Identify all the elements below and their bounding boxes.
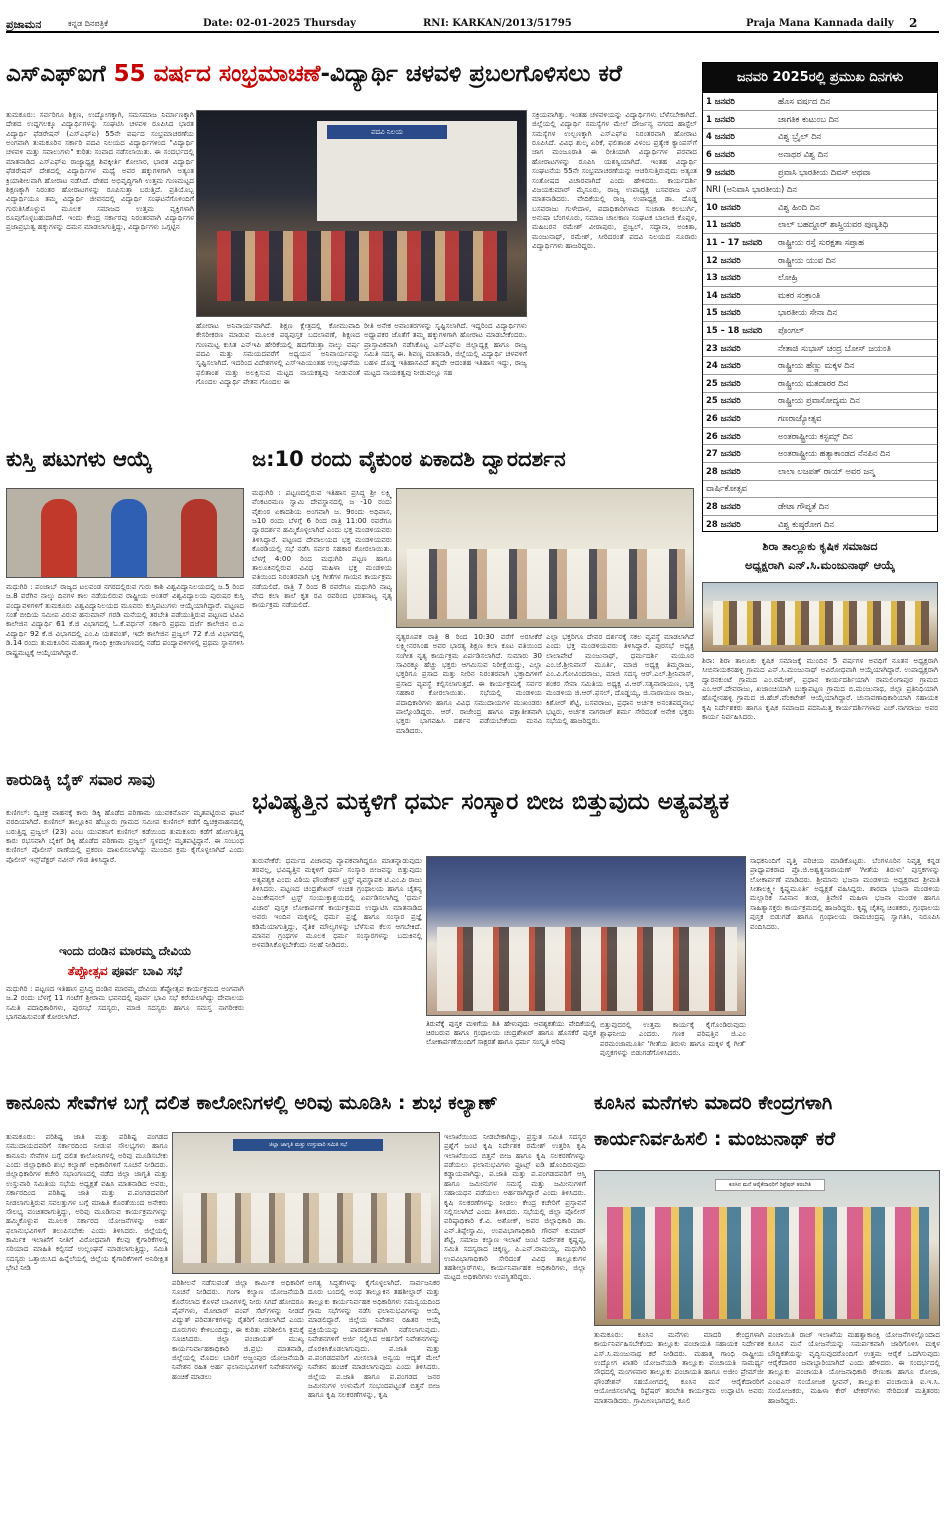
kitchen-photo [594,1170,940,1326]
maramma-body: ಮಧುಗಿರಿ : ಪಟ್ಟಣದ ಇತಿಹಾಸ ಪ್ರಸಿದ್ಧ ದಂಡಿನ ಮಾರಮ್ಮ ದೇವಿಯ ತೆಪ್ಪೋತ್ಸವ ಕಾರ್ಯಕ್ರಮದ ಅಂಗವಾಗಿ ಜ.2 ರಂದು ಬೆಳಗ್ಗೆ 11 ಗಂಟೆಗೆ ಶ್ರೀರಾಮ ಭವನದಲ್ಲಿ ಪೂರ್ವ ಭಾವಿ ಸಭೆ ಕರೆಯಲಾಗಿದ್ದು ದೇವಾಲಯ ಸಮಿತಿ ಪದಾಧಿಕಾರಿಗಳು, ಪುರಸಭೆ ಸದಸ್ಯರು, ಮಾಜಿ ಸದಸ್ಯರು ಹಾಗೂ ಸಮಸ್ತ ನಾಗರೀಕರು ಭಾಗವಹಿಸುವಂತೆ ಕೋರಲಾಗಿದೆ. [6,984,244,1022]
key-date-event: ಪ್ರವಾಸಿ ಭಾರತೀಯ ದಿವಸ್ ಅಥವಾ [775,163,937,181]
paper-name: Praja Mana Kannada daily [746,18,894,29]
key-date-day: 28 ಜನವರಿ [703,515,775,532]
key-dates-table [703,93,937,532]
wrestlers-photo [6,488,244,578]
law-col2: ಪರಿಶೀಲನೆ ನಡೆಸುವಂತೆ ಜಿಲ್ಲಾ ಕಾರ್ಮಿಕ ಅಧಿಕಾರಿಗೆ ಸೂಚನೆ ನೀಡಿದರು. ಗಂಗಾ ಕಲ್ಯಾಣ ಯೋಜನೆಯಡಿ ಕೊರೆಸಲಾದ ಕೊಳವೆ ಬಾವಿಗಳಲ್ಲಿ ನೀರು ಸಿಗದೆ ಹೋದರೂ ಪೈಪ್‌ಗಳು, ಮೋಟಾರ್ ಪಂಪ್ ಸೆಟ್‌ಗಳನ್ನು ನೀಡದೆ ವಿದ್ಯುತ್ ಪರಿವರ್ತಕಗಳನ್ನು ರೈತರಿಗೆ ನೀಡಲಾಗಿದೆ ಎಂದು ದೂರುಗಳು ಕೇಳಿಬಂದಿದ್ದು, ಈ ಕುರಿತು ಪರಿಶೀಲಿಸಿ ಕ್ರಮಕ್ಕೆ ಸೂಚಿಸಿದರು. ಜಿಲ್ಲಾ ಪಂಚಾಯತ್ ಮುಖ್ಯ ಕಾರ್ಯನಿರ್ವಾಹಕಾಧಿಕಾರಿ ಜಿ.ಪ್ರಭು ಮಾತನಾಡಿ, ಜಿಲ್ಲೆಯಲ್ಲಿ ಮೊದಲ ಬಾರಿಗೆ ಅಜ್ಜಂಪುರ ಯೋಜನೆಯಡಿ ನಿವೇಶನ ರಹಿತ ಅರ್ಹ ಫಲಾನುಭವಿಗಳಿಗೆ ನಿವೇಶನಗಳನ್ನು ಹಂಚಿಕೆ ಮಾಡಲು [172,1278,304,1381]
kitchen-col2: ಪಂಚಾಯಿತಿ ರಾಜ್ ಇಲಾಖೆಯ ಮಹತ್ವಾಕಾಂಕ್ಷಿ ಯೋಜನೆಗಳಲ್ಲೊಂದಾದ ಕೂಸಿನ ಮನೆ ಯೋಜನೆಯನ್ನು ಸಮರ್ಪಕವಾಗಿ ಜಾರಿಗೊಳಿಸಿ ಮಕ್ಕಳ ಬೌದ್ಧಿಕತೆಯನ್ನು ವೃದ್ಧಿಸುವುದರೊಂದಿಗೆ ಉತ್ತಮ ಆರೈಕೆ ಒದಗಿಸುವುದು ಆರೈಕೆದಾರರ ಜವಾಬ್ದಾರಿಯಾಗಿದೆ ಎಂದು ಹೇಳಿದರು. ಈ ಸಂದರ್ಭದಲ್ಲಿ ತಾಲ್ಲೂಕು ಪಂಚಾಯತಿ ಯೋಜನಾಧಿಕಾರಿ ರೇಣುಕಾ ಹಾಗೂ ರೋಜಾ, ಎಂಐಎಸ್ ಸಂಯೋಜಕ ಸ್ಟೀವನ್, ತಾಲ್ಲೂಕು ಪಂಚಾಯಿತಿ ಐ.ಇ.ಸಿ. ಸಂಯೋಜಕರು, ಮಹಿಳಾ ಕೇರ್ ಟೇಕರ್‌ಗಳು ಸೇರಿದಂತೆ ಮತ್ತಿತರರು ಹಾಜರಿದ್ದರು. [768,1330,940,1405]
key-date-day: 9 ಜನವರಿ [703,163,775,181]
key-date-day: 11 ಜನವರಿ [703,216,775,234]
key-dates-title: ಜನವರಿ 2025ರಲ್ಲಿ ಪ್ರಮುಖ ದಿನಗಳು [703,63,937,93]
key-date-row [703,357,937,375]
vaikunta-photo [396,488,694,628]
key-date-row [703,93,937,111]
key-date-day: 12 ಜನವರಿ [703,251,775,269]
key-date-day: 15 ಜನವರಿ [703,304,775,322]
law-col4: ಇಲಾಖೆಯಿಂದ ನೀಡಬೇಕಾಗಿದ್ದು, ಪ್ರಸ್ತುತ ಸಮಿತಿ ಸದಸ್ಯರ ಪ್ರಶ್ನೆಗೆ ಜಂಟಿ ಕೃಷಿ ನಿರ್ದೇಶಕ ರಮೇಶ್ ಉತ್ತರಿಸಿ ಕೃಷಿ ಇಲಾಖೆಯಿಂದ ಬಿತ್ತನೆ ಬೀಜ ಹಾಗೂ ಕೃಷಿ ಸಲಕರಣೆಗಳನ್ನು ಪಡೆಯಲು ಫಲಾನುಭವಿಗಳು ಫ್ರೂಟ್ಸ್ ಐಡಿ ಹೊಂದಿರುವುದು ಕಡ್ಡಾಯವಾಗಿದ್ದು, ಪ.ಜಾತಿ ಮತ್ತು ಪ.ಪಂಗಡದವರಿಗೆ ಆಸ್ತಿ ಹಾಗೂ ಜಮೀನುಗಳ ಸಮಸ್ಯೆ ಮತ್ತು ಜಮೀನುಗಳಿಗೆ ಸಹಾಯಧನ ಪಡೆಯಲು ಅರ್ಹರಾಗಿದ್ದಾರೆ ಎಂದು ತಿಳಿಸಿದರು. ಕೃಷಿ ಸಲಕರಣೆಗಳನ್ನು ನೀಡಲು ಕೇಂದ್ರ ಕಚೇರಿಗೆ ಪ್ರಸ್ತಾವನೆ ಸಲ್ಲಿಸಲಾಗಿದೆ ಎಂದು ತಿಳಿಸಿದರು. ಸಭೆಯಲ್ಲಿ ಜಿಲ್ಲಾ ಪೊಲೀಸ್ ವರಿಷ್ಠಾಧಿಕಾರಿ ಕೆ.ವಿ. ಅಶೋಕ್, ಅಪರ ಜಿಲ್ಲಾಧಿಕಾರಿ ಡಾ. ಎನ್.ತಿಪ್ಪೇಸ್ವಾಮಿ, ಉಪವಿಭಾಗಾಧಿಕಾರಿ ಗೌರವ್ ಕುಮಾರ್ ಶೆಟ್ಟಿ, ಸಮಾಜ ಕಲ್ಯಾಣ ಇಲಾಖೆ ಜಂಟಿ ನಿರ್ದೇಶಕ ಕೃಷ್ಣಪ್ಪ, ಸಮಿತಿ ಸದಸ್ಯರಾದ ಚಿಕ್ಕಣ್ಣ, ಪಿ.ಎನ್.ರಾಮಯ್ಯ, ಮಧುಗಿರಿ ಉಪವಿಭಾಗಾಧಿಕಾರಿ ಸೇರಿದಂತೆ ವಿವಿಧ ತಾಲ್ಲೂಕುಗಳ ತಹಶೀಲ್ದಾರ್‌ಗಳು, ಕಾರ್ಯನಿರ್ವಾಹಕ ಅಧಿಕಾರಿಗಳು, ಜಿಲ್ಲಾ ಮಟ್ಟದ ಅಧಿಕಾರಿಗಳು ಉಪಸ್ಥಿತರಿದ್ದರು. [444,1132,586,1282]
law-col1: ತುಮಕೂರು: ಪರಿಶಿಷ್ಟ ಜಾತಿ ಮತ್ತು ಪರಿಶಿಷ್ಟ ಪಂಗಡದ ಸಮುದಾಯದವರಿಗೆ ಸರ್ಕಾರದಿಂದ ನೀಡುವ ಸೌಲಭ್ಯಗಳು ಹಾಗೂ ಕಾನೂನು ಸೇವೆಗಳ ಬಗ್ಗೆ ದಲಿತ ಕಾಲೋನಿಗಳಲ್ಲಿ ಅರಿವು ಮೂಡಿಸಬೇಕು ಎಂದು ಜಿಲ್ಲಾಧಿಕಾರಿ ಶುಭ ಕಲ್ಯಾಣ್ ಅಧಿಕಾರಿಗಳಿಗೆ ಸೂಚನೆ ನೀಡಿದರು. ಜಿಲ್ಲಾಧಿಕಾರಿಗಳ ಕಚೇರಿ ಸಭಾಂಗಣದಲ್ಲಿ ನಡೆದ ಜಿಲ್ಲಾ ಜಾಗೃತಿ ಮತ್ತು ಉಸ್ತುವಾರಿ ಸಮಿತಿಯ ಸಭೆಯ ಅಧ್ಯಕ್ಷತೆ ವಹಿಸಿ ಮಾತನಾಡಿದ ಅವರು, ಸರ್ಕಾರದಿಂದ ಪರಿಶಿಷ್ಟ ಜಾತಿ ಮತ್ತು ಪ.ಪಂಗಡದವರಿಗೆ ನೀಡಲಾಗುತ್ತಿರುವ ಸವಲತ್ತುಗಳ ಬಗ್ಗೆ ಮಾಹಿತಿ ಕೊರತೆಯಿಂದ ಅನೇಕರು ಸೌಲಭ್ಯ ವಂಚಿತರಾಗುತ್ತಿದ್ದು, ಅರಿವು ಮೂಡಿಸುವ ಕಾರ್ಯಕ್ರಮಗಳನ್ನು ಹಮ್ಮಿಕೊಳ್ಳುವ ಮೂಲಕ ಸರ್ಕಾರದ ಯೋಜನೆಗಳನ್ನು ಅರ್ಹ ಫಲಾನುಭವಿಗಳಿಗೆ ತಲುಪಿಸಬೇಕು ಎಂದು ತಿಳಿಸಿದರು. ಜಿಲ್ಲೆಯಲ್ಲಿ ಕಾರ್ಮಿಕ ಇಲಾಖೆಗೆ ನೀತಿಗೆ ವಿರೋಧವಾಗಿ ಕೆಲವು ಕೈಗಾರಿಕೆಗಳಲ್ಲಿ ಸರಿಯಾದ ಮಾಹಿತಿ ಕಲ್ಪಿಸದೆ ಉಲ್ಲಂಘನೆ ಮಾಡಲಾಗುತ್ತಿದ್ದು, ಸಮಿತಿ ಸದಸ್ಯರು ಒತ್ತಾಯಿಸಿದ ಹಿನ್ನೆಲೆಯಲ್ಲಿ ಜಿಲ್ಲೆಯ ಕೈಗಾರಿಕೆಗಳಿಗೆ ಅನಿರೀಕ್ಷಿತ ಭೇಟಿ ನೀಡಿ [6,1132,168,1273]
sfi-headline-pre: ಎಸ್‌ಎಫ್‌ಐಗೆ [6,62,114,87]
key-date-event: ಅನಾಥರ ವಿಶ್ವ ದಿನ [775,146,937,164]
key-date-event: ಲಾಲ್ ಬಹದ್ದೂರ್ ಶಾಸ್ತ್ರಿಯವರ ಪುಣ್ಯತಿಥಿ [775,216,937,234]
wrestlers-headline: ಕುಸ್ತಿ ಪಟುಗಳು ಆಯ್ಕೆ [6,448,153,471]
key-date-day: 6 ಜನವರಿ [703,146,775,164]
key-date-day: 4 ಜನವರಿ [703,128,775,146]
key-date-day: 28 ಜನವರಿ [703,498,775,516]
key-date-event: ಲೋಹ್ರಿ [775,269,937,287]
key-date-day: 13 ಜನವರಿ [703,269,775,287]
key-date-day: 28 ಜನವರಿ [703,462,775,480]
key-date-event: ವಿಶ್ವ ಕುಷ್ಠರೋಗ ದಿನ [775,515,937,532]
dharma-photo [426,856,746,1016]
key-date-day: 10 ಜನವರಿ [703,199,775,217]
law-col3: ಅಗತ್ಯ ಸಿದ್ಧತೆಗಳನ್ನು ಕೈಗೊಳ್ಳಲಾಗಿದೆ. ಸಾರ್ವಜನಿಕರ ದೂರು ಬಂದಲ್ಲಿ ಅಂಥ ತಾಲ್ಲೂಕಿನ ತಹಶೀಲ್ದಾರ್ ಮತ್ತು ತಾಲ್ಲೂಕು ಕಾರ್ಯನಿರ್ವಹಕ ಅಧಿಕಾರಿಗಳು ಸಮನ್ವಯದಿಂದ ಗ್ರಾಮ ಸಭೆಗಳನ್ನು ನಡೆಸಿ ಫಲಾನುಭವಿಗಳನ್ನು ಆಯ್ಕೆ ಮಾಡಲಿದ್ದಾರೆ. ಜಿಲ್ಲೆಯ ನಿವೇಶನ ರಹಿತರ ಆಯ್ಕೆ ಪ್ರಕ್ರಿಯೆಯನ್ನು ಪಾರದರ್ಶಕವಾಗಿ ನಡೆಸಲಾಗುವುದು. ನಿವೇಶನಗಳಿಗೆ ಅರ್ಜಿ ಸಲ್ಲಿಸಿದ ಅರ್ಹರಿಗೆ ನಿವೇಶನಗಳನ್ನು ದೊರಕಿಸಿಕೊಡಲಾಗುವುದು. ಪ.ಜಾತಿ ಮತ್ತು ಪ.ಪಂಗಡದವರಿಗೆ ಮೀಸಲಾತಿ ಅನ್ವಯ ಆದ್ಯತೆ ಮೇಲೆ ನಿವೇಶನ ಹಂಚಿಕೆ ಮಾಡಲಾಗುವುದು ಎಂದು ತಿಳಿಸಿದರು. ಜಿಲ್ಲೆಯ ಪ.ಜಾತಿ ಹಾಗೂ ಪ.ಪಂಗಡದ ಜನರ ಜಮೀನುಗಳ ಉಳುಮೆಗೆ ಸಂಭಂದಪಟ್ಟಂತೆ ಬಿತ್ತನೆ ಬೀಜ ಹಾಗೂ ಕೃಷಿ ಸಲಕರಣೆಗಳನ್ನು, ಕೃಷಿ [308,1278,440,1400]
law-photo-banner: ಜಿಲ್ಲಾ ಜಾಗೃತಿ ಮತ್ತು ಉಸ್ತುವಾರಿ ಸಮಿತಿ ಸಭೆ [233,1139,383,1151]
vaikunta-headline: ಜ:10 ರಂದು ವೈಕುಂಠ ಏಕಾದಶಿ ದ್ವಾರದರ್ಶನ [252,448,566,471]
key-date-event: ರಾಷ್ಟ್ರೀಯ ಹೆಣ್ಣು ಮಕ್ಕಳ ದಿನ [775,357,937,375]
key-date-label: ವಾರ್ಷಿಕೋತ್ಸವ [703,480,937,498]
key-date-row [703,304,937,322]
key-date-row [703,427,937,445]
key-date-row [703,163,937,181]
issue-date: Date: 02-01-2025 Thursday [203,18,356,29]
key-date-event: ಜಾಗತಿಕ ಕುಟುಂಬ ದಿನ [775,111,937,129]
key-date-day: 26 ಜನವರಿ [703,427,775,445]
key-date-day: 14 ಜನವರಿ [703,287,775,305]
sfi-headline [6,62,696,98]
key-date-row [703,480,937,498]
key-date-event: ಮಕರ ಸಂಕ್ರಾಂತಿ [775,287,937,305]
key-date-day: 15 – 18 ಜನವರಿ [703,322,775,340]
key-date-row [703,199,937,217]
key-date-day: 26 ಜನವರಿ [703,410,775,428]
maramma-subhead-red: ತೆಪ್ಪೋತ್ಸವ [67,964,108,978]
sfi-headline-red: 55 ವರ್ಷದ ಸಂಭ್ರಮಾಚಣೆ [113,62,321,87]
key-date-row [703,181,937,199]
key-date-day: 27 ಜನವರಿ [703,445,775,463]
vaikunta-col1: ಮಧುಗಿರಿ : ಪಟ್ಟಣದಲ್ಲಿರುವ ಇತಿಹಾಸ ಪ್ರಸಿದ್ಧ ಶ್ರೀ ಲಕ್ಷ್ಮಿ ವೆಂಕಟರಮಣ ಸ್ವಾಮಿ ದೇವಸ್ಥಾನದಲ್ಲಿ ಜ -10 ರಂದು ವೈಕುಂಠ ಏಕಾದಶಿಯ ಅಂಗವಾಗಿ ಜ. 9ರಂದು ಅಧಿವಾಸ, ಜ10 ರಂದು ಬೆಳಗ್ಗೆ 6 ರಿಂದ ರಾತ್ರಿ 11:00 ರವರೆಗೂ ದ್ವಾರದರ್ಶನ ಹಮ್ಮಿಕೊಳ್ಳಲಾಗಿದೆ ಎಂದು ಭಕ್ತ ಮಂಡಳಿಯವರು ತಿಳಿಸಿದ್ದಾರೆ. ಪಟ್ಟಣದ ದೇವಾಲಯದ ಭಕ್ತ ಮಂಡಳಿಯವರು ಕೊಠಡಿಯಲ್ಲಿ ಸಭೆ ನಡೆಸಿ ಸರ್ವರ ಸಹಕಾರ ಕೋರಲಾಯಿತು. ಬೆಳಗ್ಗೆ 4:00 ರಿಂದ ಮಧುಗಿರಿ ಪಟ್ಟಣ ಹಾಗೂ ತಾಲೂಕಿನಲ್ಲಿರುವ ವಿವಿಧ ಮಹಿಳಾ ಭಕ್ತ ಮಂಡಳಿಯ ವತಿಯಿಂದ ನಿರಂತರವಾಗಿ ಭಕ್ತಿ ಗೀತೆಗಳ ಗಾಯನ ಕಾರ್ಯಕ್ರಮ ನಡೆಯಲಿದೆ. ರಾತ್ರಿ 7 ರಿಂದ 8 ರವರೆಗೂ ಮಧುಗಿರಿ ನಾಟ್ಯ ವೇದ ಕಲಾ ಶಾಲೆ ಕೃತ ರವಿ ರವರಿಂದ ಭರತನಾಟ್ಯ ನೃತ್ಯ ಕಾರ್ಯಕ್ರಮ ನಡೆಯಲಿದೆ. [252,488,392,610]
key-date-row [703,392,937,410]
masthead-logo: ಪ್ರಜಾಮನ [6,18,42,31]
dharma-col4: ಸಾಧಕನಿಂದಿಗೆ ವೃತ್ತಿ ಪರಿಚಯ ಮಾಡಿಕೊಟ್ಟರು. ಬೆಂಗಳೂರಿನ ನಿವೃತ್ತ ಕನ್ನಡ ಪ್ರಾಧ್ಯಾಪಕರಾದ ಪ್ರೊ.ಜಿ.ಅಶ್ವತ್ಥನಾರಾಯಣ್ 'ಗೀತೆಯ ತಿರುಳು' ಪುಸ್ತಕಗಳನ್ನು ಲೋಕಾರ್ಪಣೆ ಮಾಡಿದರು. ಶ್ರೀಮಾನು ಭಜನಾ ಮಂಡಳಿಯ ಅಧ್ಯಕ್ಷರಾದ ಶ್ರೀಮತಿ ಸೀತಾಲಕ್ಷ್ಮೀ ಕೃಷ್ಣಮೂರ್ತಿ ಅಧ್ಯಕ್ಷತೆ ವಹಿಸಿದ್ದರು. ಶಾರದಾ ಭಜನಾ ಮಂಡಳಿಯ ಮಲ್ಲಾರಿಕ ಸವಿನಾನ ತಂಡ, ತ್ರಿವೇಣಿ ಮಹಿಳಾ ಭಜನಾ ಮಂಡಳಿ ಹಾಗೂ ಸಾಹಿತ್ಯಾಸಕ್ತರು ಕಾರ್ಯಕ್ರಮದಲ್ಲಿ ಹಾಜರಿದ್ದರು. ಕೃಷ್ಣ ಚೈತನ್ಯ ಚಿಂತಕರು, ಗ್ರಂಥಾಲಯ ಪುಸ್ತಕ ಬಿಡುಗಡೆ ಹಾಗೂ ಗ್ರಂಥಾಲಯ ರಾಮಚಂದ್ರಪ್ಪ ಸ್ವಾಗತಿಸಿ, ನಿರೂಪಿಸಿ ವಂದಿಸಿದರು. [750,856,940,931]
dharma-col3: ಬಿತ್ತುವುದರಲ್ಲಿ ಉತ್ತಮ ಕಾರ್ಯಕ್ಕೆ ಕೈಗೊಂಡಿರುವುದು ಶ್ಲಾಘನೀಯ ಎಂದರು. ಗಣಕ ಪರಿಷತ್ತಿನ ಜಿ.ಎಂ ಪರಮಂಜಾಮೂರ್ತಿ 'ಗೀತೆಯ ತಿರುಳು ಹಾಗೂ ಮಕ್ಕಳ ಕೈ ಗೀತೆ' ಪುಸ್ತಕಗಳನ್ನು ಬಿಡುಗಡೆಗೊಳಿಸಿದರು. [600,1020,746,1058]
key-date-event: ವಿಶ್ವ ಹಿಂದಿ ದಿನ [775,199,937,217]
maramma-subhead-rest: ಪೂರ್ವ ಬಾವಿ ಸಭೆ [107,964,183,978]
key-date-event: ರಾಷ್ಟ್ರೀಯ ಪ್ರವಾಸೋದ್ಯಮ ದಿನ [775,392,937,410]
key-date-event: ಭಾರತೀಯ ಸೇನಾ ದಿನ [775,304,937,322]
kitchen-photo-banner: ಕೂಸಿನ ಮನೆ ಆರೈಕೆದಾರರಿಗೆ ರಿಫ್ರೆಷರ್ ತರಬೇತಿ [715,1179,825,1191]
masthead-tagline: ಕನ್ನಡ ದಿನಪತ್ರಿಕೆ [68,19,109,28]
key-date-row [703,445,937,463]
sfi-headline-post: -ವಿದ್ಯಾರ್ಥಿ ಚಳವಳಿ ಪ್ರಬಲಗೊಳಿಸಲು ಕರೆ [320,62,622,87]
key-date-row [703,216,937,234]
page-number: 2 [909,16,918,30]
key-date-event: ಅಂತರಾಷ್ಟ್ರೀಯ ಹತ್ಯಾಕಾಂಡದ ನೆನಪಿನ ದಿನ [775,445,937,463]
key-date-row [703,111,937,129]
vaikunta-col2: ನೃತ್ಯರೂಪಕ ರಾತ್ರಿ 8 ರಿಂದ 10:30 ವರೆಗೆ ಅರಸೀಕೆರೆ ಲಕ್ಷ್ಮೀನರಸಿಂಹ ಅವರ ಭಾರತ್ಯ ಶಿಕ್ಷಣ ಕಲಾ ಕೂಟ ವತಿಯಿಂದ ಸಂಗೀತ ನೃತ್ಯ ಕಾರ್ಯಕ್ರಮ ಏರ್ಪಡಿಸಲಾಗಿದೆ. ಸುಮಾರು 30 ಸಾವಿರಕ್ಕೂ ಹೆಚ್ಚು ಭಕ್ತರು ಆಗಮಿಸುವ ನಿರೀಕ್ಷೆಯಿದ್ದು, ಎಲ್ಲಾ ಭಕ್ತರಿಗೂ ಪ್ರಸಾದ ಮತ್ತು ನೀರಿನ ನಿರಂತರವಾಗಿ ಭಕ್ತಾದಿಗಳಿಗೆ ಪ್ರಸಾದ ವ್ಯವಸ್ಥೆ ಕಲ್ಪಿಸಲಾಗುತ್ತದೆ. ಈ ಕಾರ್ಯಕ್ರಮಕ್ಕೆ ಸರ್ವರ ಸಹಕಾರ ಕೋರಲಾಯಿತು. ಸಭೆಯಲ್ಲಿ ಮಂಡಳಿಯ ಪದಾಧಿಕಾರಿಗಳು ಹಾಗೂ ವಿವಿಧ ಸಮುದಾಯಗಳ ಮುಖಂಡರು ಪಾಲ್ಗೊಂಡಿದ್ದರು. ಆರ್. ರಾಜೇಂದ್ರ ಹಾಗೂ ಪಕ್ಷಾತೀತವಾಗಿ ಭಕ್ತರು ಭಾಗವಹಿಸಿ ದರ್ಶನ ಪಡೆಯಬೇಕೆಂದು ಮನವಿ ಮಾಡಿದರು. [396,632,542,735]
sira-headline-2: ಅಧ್ಯಕ್ಷರಾಗಿ ಎನ್.ಸಿ.ಮಂಜುನಾಥ್ ಆಯ್ಕೆ [744,558,896,572]
key-date-row [703,287,937,305]
key-date-label: NRI (ಅನಿವಾಸಿ ಭಾರತೀಯ) ದಿನ [703,181,937,199]
key-date-day: 23 ಜನವರಿ [703,339,775,357]
vaikunta-col3: ಎಲ್ಲಾ ಭಕ್ತರಿಗೂ ದೇವರ ದರ್ಶನಕ್ಕೆ ಸಕಲ ವ್ಯವಸ್ಥೆ ಮಾಡಲಾಗಿದೆ ಎಂದು ಭಕ್ತ ಮಂಡಳಿಯವರು ತಿಳಿಸಿದ್ದಾರೆ. ಪುರಸಭೆ ಅಧ್ಯಕ್ಷ ಲಾಲಾಪೇಟೆ ಮಂಜುನಾಥ್, ಧರ್ಮದರ್ಶಿ ಮಯೂರ ಎಂ.ಜೆ.ಶ್ರೀನಿವಾಸ್ ಮೂರ್ತಿ, ಮಾಜಿ ಅಧ್ಯಕ್ಷ ತಿಮ್ಮರಾಜು, ಎಂ.ವಿ.ಗೋವಿಂದರಾಜು, ಮಾಜಿ ಸದಸ್ಯ ಆರ್.ಎಲ್.ಶ್ರೀನಿವಾಸ್, ಶಂಕರ ಸೇವಾ ಸಮಿತಿಯ ಅಧ್ಯಕ್ಷ ವಿ.ಆರ್.ಸತ್ಯನಾರಾಯಣ, ಭಕ್ತ ಮಂಡಳಿಯ ಜಿ.ಆರ್.ಫಸಲ್, ದೊಡ್ಡಯ್ಯ, ಜಿ.ನಾರಾಯಣ ರಾಜು, ಕಿಶೋರ್ ಶೆಟ್ಟಿ, ಬಸವರಾಜು, ಪ್ರಧಾನ ಅರ್ಚಕ ಅನಂತಪದ್ಮನಾಭ ಭಟ್ಟರು, ಅರ್ಚಕ ನಾಗರಾಜ್ ಶರ್ಮ ಸೇರಿದಂತೆ ಅನೇಕ ಭಕ್ತರು ಸಭೆಯಲ್ಲಿ ಹಾಜರಿದ್ದರು. [546,632,694,726]
sfi-col2: ಹೋರಾಟ ಅನಿವಾರ್ಯವಾಗಿದೆ. ಶಿಕ್ಷಣ ಕ್ಷೇತ್ರದಲ್ಲಿ ಕೋಮುವಾದಿ ಕೇಸರೀಕರಣ ಮಾಡುವ ಮೂಲಕ ಪಠ್ಯಪುಸ್ತಕ ಬದಲಾವಣೆ, ಶಿಕ್ಷಣದ ಗುಣಮಟ್ಟ ಕುಸಿತ ಎನ್‌ಇಪಿ ಹೇರಿಕೆಯಲ್ಲಿ ಹದಗೆಡುತ್ತಾ ನಾಲ್ಕು ವರ್ಷ ಪದವಿ ಮತ್ತು ಸಮಯದವರೆಗೆ ಅಧ್ಯಯನ ಅನಿವಾರ್ಯವನ್ನು ಸೃಷ್ಟಿಸಲಾಗಿದೆ. ಇದರಿಂದ ವಿದೇಶಗಳಲ್ಲಿ ಎಸ್‌ಇಪಿಯಂತಹ ಉಲ್ಲಂಘನೆಯ ಫಲಿತಾಂಶ ಮತ್ತು ಅಲಕ್ಷಿಸುವ ಮಟ್ಟದ ನಾಯಕತ್ವವು ನೀಡುವಂತೆ ಗೊಂದಲ ವಿದ್ಯಾರ್ಥಿ ವೇತನ ಗೊಂದಲ ಈ [196,321,360,387]
key-date-day: 11 – 17 ಜನವರಿ [703,234,775,252]
key-date-event: ಡೇಟಾ ಗೌಪ್ಯತೆ ದಿನ [775,498,937,516]
rni-number: RNI: KARKAN/2013/51795 [423,18,572,29]
key-date-row [703,515,937,532]
masthead-rule [6,31,939,33]
masthead [6,4,939,46]
law-photo [172,1132,440,1274]
key-date-event: ರಾಷ್ಟ್ರೀಯ ಮತದಾರರ ದಿನ [775,375,937,393]
sfi-col4: ಸಕ್ರಿಯವಾಗಿತ್ತು. ಇಂತಹ ಚಳವಳಿಯನ್ನು ವಿದ್ಯಾರ್ಥಿಗಳು ಬೆಳೆಸಬೇಕಾಗಿದೆ. ಜಿಲ್ಲೆಯಲ್ಲಿ ವಿದ್ಯಾರ್ಥಿ ಸಮಸ್ಯೆಗಳ ಮೇಲೆ ದೌರ್ಜನ್ಯ ನಗರದ ಹಾಸ್ಟೆಲ್ ಸಮಸ್ಯೆಗಳ ಉಲ್ಬಣಕ್ಕಾಗಿ ಎಸ್‌ಎಫ್‌ಐ ನಿರಂತರವಾಗಿ ಹೋರಾಟ ರೂಪಿಸಿದೆ. ವಿವಿಧ ಶುಲ್ಕ ಏರಿಕೆ, ಫಲಿತಾಂಶ ವಿಳಂಬ ಪ್ರತ್ಯೇಕ ಕ್ಯಾಂಪಸ್‌ಗೆ ಜಾಗ ಮಂಜೂರಾತಿ ಈ ರೀತಿಯಾಗಿ ವಿದ್ಯಾರ್ಥಿಗಳ ಪರವಾದ ಹೋರಾಟಗಳನ್ನು ರೂಪಿಸಿ ಯಶಸ್ವಿಯಾಗಿದೆ. ಇಂತಹ ವಿದ್ಯಾರ್ಥಿ ಸಂಘಟನೆಯ 55ನೇ ಸಂಭ್ರಮಾಚರಣೆಯನ್ನು ಆಚರಿಸುತ್ತಿರುವುದು ಅತ್ಯಂತ ಸಂತೋಷದ ವಿಚಾರವಾಗಿದೆ ಎಂದು ಹೇಳಿದರು. ಕಾರ್ಯದರ್ಶಿ ವಿಜಯಕುಮಾರ್ ಮೈಸೂರು, ರಾಜ್ಯ ಉಪಾಧ್ಯಕ್ಷ ಬಸವರಾಜ ಎಸ್ ಮಾತನಾಡಿದರು. ವೇದಿಕೆಯಲ್ಲಿ ರಾಜ್ಯ ಉಪಾಧ್ಯಕ್ಷ ಡಾ. ದೊಡ್ಡ ಬಸವರಾಜು ಗುಳೇದಾಳ, ಪದಾಧಿಕಾರಿಗಳಾದ ಸುಜಾತಾ ಕಲಬುರ್ಗಿ, ಅನುಷಾ ಬೆಂಗಳೂರು, ಸಮಾಜ ಚಾಲಕಾಣ ಸಂಘಟಕ ಬಾಲಾಜಿ ಕೊಪ್ಪಳ, ಮಹಿಬರನ ರಮೇಶ್ ವೀರಾಪುರು, ಪ್ರಜ್ವಲ್, ಸದ್ದಾನಾ, ಅಂಕಿತಾ, ಮಂಜುನಾಥ್, ರಮೇಶ್, ಸೀರಿದರಂತೆ ಪದವಿ ನಿಲಯದ ನೂರಾರು ವಿದ್ಯಾರ್ಥಿಗಳು ಹಾಜರಿದ್ದರು. [532,110,697,251]
dharma-caption: ತಿರುವೆಕ್ಕೆ ಪುಸ್ತಕ ಮಳಿಗೆಯ ಶಿತಿ ಹೇಳುವುದು ಅವಶ್ಯಕತೆಯು ವೇದಿಕೆಯಲ್ಲಿ ಚಿರಬರುವ ಹಾಗೂ ಗ್ರಂಥಾಲಯ ಚಂದ್ರಶೇಖರ್ ಹಾಗೂ ಹೊಸಕೆರೆ ಪುಸ್ತಕ ಲೋಕಾರ್ಪಣೆಯಿಂದಿಗೆ ಸಾಕ್ಷರತೆ ಹಾಗೂ ಧರ್ಮ ಸಂಸ್ಕೃತಿ ಅರಿವು [426,1020,596,1047]
maramma-subhead [6,964,244,979]
key-date-event: ಲಾಲಾ ಲಜಪತ್ ರಾಯ್ ಅವರ ಜನ್ಮ [775,462,937,480]
key-date-row [703,375,937,393]
bike-body: ಕುಣಿಗಲ್: ದ್ವಿಚಕ್ರ ವಾಹನಕ್ಕೆ ಕಾರು ಡಿಕ್ಕಿ ಹೊಡೆದ ಪರಿಣಾಮ ಯುವಕನೊರ್ವ ಮೃತಪಟ್ಟಿರುವ ಘಟನೆ ವರದಿಯಾಗಿದೆ. ಕುಣಿಗಲ್ ತಾಲ್ಲೂಕಿನ ಹೆಬ್ಬೂರು ಗ್ರಾಮದ ಸಮೀಪ ಕುಣಿಗಲ್ ಕಡೆಗೆ ದ್ವಿಚಕ್ರವಾಹನದಲ್ಲಿ ಬರುತ್ತಿದ್ದ ಪ್ರಜ್ವಲ್ (23) ಎಂಬ ಯುವಕನಿಗೆ ಕುಣಿಗಲ್ ಕಡೆಯಿಂದ ತುಮಕೂರು ಕಡೆಗೆ ಹೋಗುತ್ತಿದ್ದ ಕಾರು ರಭಸವಾಗಿ ಬೈಕಿಗೆ ಡಿಕ್ಕಿ ಹೊಡೆದ ಪರಿಣಾಮ ಪ್ರಜ್ವಲ್ ಸ್ಥಳದಲ್ಲೇ ಮೃತಪಟ್ಟಿದ್ದಾನೆ. ಈ ಸಂಬಂಧ ಕುಣಿಗಲ್ ಪೊಲೀಸ್ ಠಾಣೆಯಲ್ಲಿ ಪ್ರಕರಣ ದಾಖಲಿಸಲಾಗಿದ್ದು ಮುಂದಿನ ಕ್ರಮ ಕೈಗೊಳ್ಳಲಾಗಿದೆ ಎಂದು ಪೊಲೀಸ್ ಇನ್ಸ್‌ಪೆಕ್ಟರ್ ನವೀನ್ ಗೌಡ ತಿಳಿಸಿದ್ದಾರೆ. [6,808,244,864]
key-date-row [703,462,937,480]
sfi-col1: ತುಮಕೂರು: ಸರ್ವರಿಗೂ ಶಿಕ್ಷಣ, ಉದ್ಯೋಗಕ್ಕಾಗಿ, ಸಮಸಮಾಜ ನಿರ್ಮಾಣಕ್ಕಾಗಿ ದೇಶದ ಉದ್ದಗಲಕ್ಕೂ ವಿದ್ಯಾರ್ಥಿಗಳನ್ನು ಸಂಘಟಿಸಿ ಚಳವಳಿ ರೂಪಿಸಿದ ಭಾರತ ವಿದ್ಯಾರ್ಥಿ ಫೆಡರೇಷನ್ (ಎಸ್‌ಎಫ್‌ಐ) 55ನೇ ವರ್ಷದ ಸಂಭ್ರಮಾಚರಣೆಯ ಅಂಗವಾಗಿ ತುಮಕೂರಿನ ಸರ್ಕಾರಿ ಪದವಿ ನಿಲಯದ ವಿದ್ಯಾರ್ಥಿಗಳಿಂದ "ವಿದ್ಯಾರ್ಥಿ ಚಳವಳಿ ಮತ್ತು ಸವಾಲುಗಳು" ಕುರಿತು ಸಂವಾದ ನಡೆಸಲಾಯಿತು. ಈ ಸಂದರ್ಭದಲ್ಲಿ ಮಾತನಾಡಿದ ಎಸ್‌ಎಫ್‌ಐ ರಾಜ್ಯಾಧ್ಯಕ್ಷ ಶಿವಕ್ಕೀರ್ತಿ ಕೋಲಾರ, ಭಾರತ ವಿದ್ಯಾರ್ಥಿ ಫೆಡರೇಷನ್ ದೇಶದಲ್ಲಿ ವಿದ್ಯಾರ್ಥಿಗಳ ಮಧ್ಯೆ ಅವರ ಹಕ್ಕುಗಳಿಗಾಗಿ ಅತ್ಯಂತ ಕ್ರಿಯಾಶೀಲವಾಗಿ ಹೋರಾಟ ನಡೆಸಿದೆ. ದೇಶದ ಅಭಿವೃದ್ಧಿಗಾಗಿ ಉತ್ತಮ ಗುಣಮಟ್ಟದ ಶಿಕ್ಷಣಕ್ಕಾಗಿ ನಿರಂತರ ಹೋರಾಟಗಳನ್ನು ರೂಪಿಸುತ್ತಾ ಬರುತ್ತಿದೆ. ಪ್ರತಿಯೊಬ್ಬ ವಿದ್ಯಾರ್ಥಿಯೂ ತಮ್ಮ ವಿದ್ಯಾರ್ಥಿ ಜೀವನದಲ್ಲಿ ವಿದ್ಯಾರ್ಥಿ ಸಂಘಟನೆಗೊಳಿಂದಿಗೆ ಗುರುತಿಸಿಕೊಳ್ಳುವ ಮೂಲಕ ಸಮಾಜದ ಉತ್ತಮ ವ್ಯಕ್ತಿಗಳಾಗಿ ರೂಪುಗೊಳ್ಳಬಹುದಾಗಿದೆ. ಇಂದು ಕೇಂದ್ರ ಸರ್ಕಾರವು ನಿರಂತರವಾಗಿ ವಿದ್ಯಾರ್ಥಿಗಳ ಪ್ರಜಾಪ್ರಭುತ್ವ ಹಕ್ಕುಗಳನ್ನು ದಮನ ಮಾಡಲಾಗುತ್ತಿದ್ದು, ವಿದ್ಯಾರ್ಥಿಗಳು ಒಗ್ಗಟ್ಟಿನ [6,110,194,232]
kitchen-headline-1: ಕೂಸಿನ ಮನೆಗಳು ಮಾದರಿ ಕೇಂದ್ರಗಳಾಗಿ [594,1094,833,1114]
dharma-col1: ತುರುವೇಕೆರೆ: ಧರ್ಮದ ವಿಚಾರವು ವ್ಯಾಪಕವಾಗಿದ್ದರೂ ಮಾತನ್ನಾಡುವುದು ತರವಲ್ಲ, ಭವಿಷ್ಯತ್ತಿನ ಮಕ್ಕಳಿಗೆ ಧರ್ಮ ಸಂಸ್ಕಾರ ಬೀಜವನ್ನು ಬಿತ್ತುವುದು ಅತ್ಯವಶ್ಯಕ ಎಂದು ವಿಠಿಯ ಫೌಂಡೇಶನ್ ಟ್ರಸ್ಟ್ ವ್ಯವಸ್ಥಾಪಕ ಟಿ.ಎಂ.ಪಿ ರಾಜು ತಿಳಿಸಿದರು. ಪಟ್ಟಣದ ಚಂದ್ರಶೇಖರ್ ಉಚಿತ ಗ್ರಂಥಾಲಯ ಹಾಗೂ ಚೈತನ್ಯ ಎಜುಕೇಷನಲ್ ಟ್ರಸ್ಟ್ ಸಂಯುಕ್ತಾಶ್ರಯದಲ್ಲಿ ಏರ್ಪಡಿಸಲಾಗಿದ್ದ 'ಧರ್ಮ ವಿಚಾರ' ಪುಸ್ತಕ ಲೋಕಾರ್ಪಣೆ ಕಾರ್ಯಕ್ರಮದ ಉದ್ಘಾಟಿಸಿ ಮಾತನಾಡಿದ ಅವರು ಇಂದಿನ ಮಕ್ಕಳಲ್ಲಿ ಧರ್ಮ ಪ್ರಜ್ಞೆ ಹಾಗೂ ಸಂಸ್ಕಾರ ಪ್ರಜ್ಞೆ ಕಡಿಮೆಯಾಗುತ್ತಿದ್ದು, ನೈತಿಕ ಮೌಲ್ಯಗಳನ್ನು ಬೆಳೆಸುವ ಕೆಲಸ ಆಗಬೇಕಿದೆ. ಮಾನವ ಗ್ರಂಥಗಳ ಮೂಲಕ ಧರ್ಮ ಸಂಸ್ಕಾರಗಳನ್ನು ಬದುಕಿನಲ್ಲಿ ಅಳವಡಿಸಿಕೊಳ್ಳಬೇಕೆಂದು ಸಲಹೆ ನೀಡಿದರು. [252,856,422,950]
key-date-event: ಹೊಸ ವರ್ಷದ ದಿನ [775,93,937,111]
key-date-row [703,251,937,269]
key-date-event: ನೇತಾಜಿ ಸುಭಾಸ್ ಚಂದ್ರ ಬೋಸ್ ಜಯಂತಿ [775,339,937,357]
sfi-photo [196,110,527,317]
sfi-col3: ರೀತಿ ಅನೇಕ ಅವಾಂತರಗಳನ್ನು ಸೃಷ್ಟಿಸಲಾಗಿದೆ. ಇದ್ದರಿಂದ ವಿದ್ಯಾರ್ಥಿಗಳು ಅಧ್ಯಾಪಕರ ಜೊತೆಗೆ ತಮ್ಮ ಹಕ್ಕುಗಳಿಗಾಗಿ ಹೋರಾಟ ಮಾಡಬೇಕೆಂದರು. ಪ್ರಾಸ್ತಾವಿಕವಾಗಿ ನಡೆಸಿಕೊಟ್ಟ ಎಸ್‌ಎಫ್‌ಐ ಜಿಲ್ಲಾಧ್ಯಕ್ಷ ಹಾಗೂ ರಾಜ್ಯ ಸಮಿತಿ ಸದಸ್ಯ ಈ. ಶಿವಣ್ಣ ಮಾತನಾಡಿ, ಜಿಲ್ಲೆಯಲ್ಲಿ ವಿದ್ಯಾರ್ಥಿ ಚಳವಳಿಗೆ ಬಹಳ ದೊಡ್ಡ ಇತಿಹಾಸವಿದೆ ತನ್ನದೇ ಆದಂತಹ ಇತಿಹಾಸ ಇದ್ದು, ರಾಜ್ಯ ಮಟ್ಟದ ನಾಯಕತ್ವವು ನೀಡುವಲ್ಲೂ ಸಹ [364,321,527,377]
sira-headline-1: ಶಿರಾ ತಾಲ್ಲೂಕು ಕೃಷಿಕ ಸಮಾಜದ [762,540,878,553]
key-date-event: ವಿಶ್ವ ಬ್ರೈಲ್ ದಿನ [775,128,937,146]
dharma-headline: ಭವಿಷ್ಯತ್ತಿನ ಮಕ್ಕಳಿಗೆ ಧರ್ಮ ಸಂಸ್ಕಾರ ಬೀಜ ಬಿತ್ತುವುದು ಅತ್ಯವಶ್ಯಕ [252,790,730,815]
bike-headline: ಕಾರುಡಿಕ್ಕಿ ಬೈಕ್ ಸವಾರ ಸಾವು [6,772,155,789]
key-date-event: ಅಂತರಾಷ್ಟ್ರೀಯ ಕಸ್ಟಮ್ಸ್ ದಿನ [775,427,937,445]
key-date-row [703,410,937,428]
key-date-row [703,269,937,287]
maramma-headline: ಇಂದು ದಂಡಿನ ಮಾರಮ್ಮ ದೇವಿಯ [59,944,191,958]
key-date-event: ಗಣರಾಜ್ಯೋತ್ಸವ [775,410,937,428]
wrestlers-body: ಮಧುಗಿರಿ : ಪಂಜಾಬ್ ರಾಜ್ಯದ ಟಲವಂಡ ನಗರದಲ್ಲಿರುವ ಗುರು ಕಾಶಿ ವಿಶ್ವವಿದ್ಯಾನಿಲಯದಲ್ಲಿ ಜ.5 ರಿಂದ ಜ.8 ವರೆಗಿನ ನಾಲ್ಕು ದಿನಗಳ ಕಾಲ ನಡೆಯಲಿರುವ ರಾಷ್ಟ್ರೀಯ ಅಂತರ್ ವಿಶ್ವವಿದ್ಯಾಲಯ ಪುರುಷರ ಕುಸ್ತಿ ಪಂದ್ಯಾವಳಿಗಳಿಗೆ ತುಮಕೂರು ವಿಶ್ವವಿದ್ಯಾನಿಲಯದ ಮೂವರು ಕುಸ್ತಿಪಟುಗಳು ಆಯ್ಕೆಯಾಗಿದ್ದಾರೆ. ಪಟ್ಟಣದ ಸಂತೆ ಬೀದಿಯ ಸಮೀಪ ವಿರುವ ಹನುಮಾನ್ ಗರಡಿ ಮನೆಯಲ್ಲಿ ತರಬೇತಿ ಪಡೆಯುತ್ತಿರುವ ಪಟ್ಟಣದ ಟಿವಿವಿ ಕಾಲೇಜಿನ ವಿದ್ಯಾರ್ಥಿ 61 ಕೆ.ಜಿ ವಿಭಾಗದಲ್ಲಿ ಓ.ಕೆ.ವರ್ಧನ್ ಸರ್ಕಾರಿ ಪ್ರಥಮ ದರ್ಜೆ ಕಾಲೇಜಿನ ಬಿ.ಎ ವಿದ್ಯಾರ್ಥಿ 92 ಕೆ.ಜಿ ವಿಭಾಗದಲ್ಲಿ ಎಂ.ಪಿ ಯಶವಂತ್, ಇದೇ ಕಾಲೇಜಿನ ಪ್ರಜ್ವಲ್ 72 ಕೆ.ಜಿ ವಿಭಾಗದಲ್ಲಿ ಡಿ.14 ರಂದು ತುಮಕೂರಿನ ಮಹಾತ್ಮ ಗಾಂಧಿ ಕ್ರೀಡಾಂಗಣದಲ್ಲಿ ನಡೆದ ಪಂದ್ಯಾವಳಿಗಳಲ್ಲಿ ಪ್ರಥಮ ಸ್ಥಾನಗಳಿಸಿ ರಾಷ್ಟ್ರಮಟ್ಟಕ್ಕೆ ಆಯ್ಕೆಯಾಗಿದ್ದಾರೆ. [6,582,244,657]
key-dates-box [702,62,938,532]
key-date-row [703,146,937,164]
sfi-photo-banner: ಪದವಿ ನಿಲಯ [327,125,447,139]
sira-photo [702,582,938,652]
law-headline: ಕಾನೂನು ಸೇವೆಗಳ ಬಗ್ಗೆ ದಲಿತ ಕಾಲೋನಿಗಳಲ್ಲಿ ಅರಿವು ಮೂಡಿಸಿ : ಶುಭ ಕಲ್ಯಾಣ್ [6,1094,498,1114]
sira-body: ಶಿರಾ: ಶಿರಾ ತಾಲೂಕು ಕೃಷಿಕ ಸಮಾಜಕ್ಕೆ ಮುಂದಿನ 5 ವರ್ಷಗಳ ಅವಧಿಗೆ ನೂತನ ಅಧ್ಯಕ್ಷರಾಗಿ ಸೀಬಿನಾಯಕನಹಳ್ಳಿ ಗ್ರಾಮದ ಎನ್.ಸಿ.ಮಂಜುನಾಥ್ ಅವಿರೋಧವಾಗಿ ಆಯ್ಕೆಯಾಗಿದ್ದಾರೆ. ಉಪಾಧ್ಯಕ್ಷರಾಗಿ ದ್ವಾರನಕುಂಟೆ ಗ್ರಾಮದ ಎಂ.ರಮೇಶ್, ಪ್ರಧಾನ ಕಾರ್ಯದರ್ಶಿಯಾಗಿ ರಾಮಲಿಂಗಾಪುರ ಗ್ರಾಮದ ಎಂ.ಆರ್.ದೇವರಾಜು, ಖಜಾಂಚಿಯಾಗಿ ಬುಕ್ಕಾಪಟ್ಟಣ ಗ್ರಾಮದ ಬಿ.ಮಂಜುನಾಥ, ಜಿಲ್ಲಾ ಪ್ರತಿನಿಧಿಯಾಗಿ ಹೊನ್ನೇನಹಳ್ಳಿ ಗ್ರಾಮದ ಜಿ.ಹೆಚ್.ವೆಂಕಟೇಶ್ ಆಯ್ಕೆಯಾಗಿದ್ದಾರೆ. ಚುನಾವಣಾಧಿಕಾರಿಯಾಗಿ ಸಹಾಯಕ ಕೃಷಿ ನಿರ್ದೇಶಕರು ಹಾಗೂ ಕೃಷಿಕ ಸಮಾಜದ ಪದನಿಮಿತ್ತ ಕಾರ್ಯದರ್ಶಿಗಳಾದ ಎಚ್.ನಾಗರಾಜು ಅವರ ಕಾರ್ಯ ನಿರ್ವಹಿಸಿದರು. [702,656,938,722]
key-date-event: ರಾಷ್ಟ್ರೀಯ ರಸ್ತೆ ಸುರಕ್ಷತಾ ಸಪ್ತಾಹ [775,234,937,252]
key-date-row [703,498,937,516]
key-date-row [703,322,937,340]
kitchen-headline-2: ಕಾರ್ಯನಿರ್ವಹಿಸಲಿ : ಮಂಜುನಾಥ್ ಕರೆ [594,1130,836,1150]
key-date-event: ರಾಷ್ಟ್ರೀಯ ಯುವ ದಿನ [775,251,937,269]
key-date-row [703,339,937,357]
key-date-day: 25 ಜನವರಿ [703,375,775,393]
kitchen-col1: ತುಮಕೂರು: ಕೂಸಿನ ಮನೆಗಳು ಮಾದರಿ ಕೇಂದ್ರಗಳಾಗಿ ಕಾರ್ಯನಿರ್ವಹಿಸಬೇಕೆಂದು ತಾಲ್ಲೂಕು ಪಂಚಾಯತಿ ಸಹಾಯಕ ನಿರ್ದೇಶಕ ಎಸ್.ಸಿ.ಮಂಜುನಾಥ ಕರೆ ನೀಡಿದರು. ಮಹಾತ್ಮ ಗಾಂಧಿ ರಾಷ್ಟ್ರೀಯ ಉದ್ಯೋಗ ಖಾತರಿ ಯೋಜನೆಯಡಿ ತಾಲ್ಲೂಕು ಪಂಚಾಯತಿ ಸಾಮರ್ಥ್ಯ ಸೌಧದಲ್ಲಿ ಮಂಗಳವಾರ ತಾಲ್ಲೂಕು ಪಂಚಾಯತಿ ಹಾಗೂ ಅಜೀಂ ಪ್ರೇಮ್‌ಜೀ ಫೌಂಡೇಶನ್ ಸಹಯೋಗದಲ್ಲಿ ಕೂಸಿನ ಮನೆ ಆರೈಕೆದಾರರಿಗೆ ಆಯೋಜಿಸಲಾಗಿದ್ದ ರಿಫ್ರೆಷರ್ ತರಬೇತಿ ಕಾರ್ಯಕ್ರಮ ಉದ್ಘಾಟಿಸಿ ಅವರು ಮಾತನಾಡಿದರು. ಗ್ರಾಮೀಣಭಾಗದಲ್ಲಿ ಕೂಲಿ [594,1330,764,1405]
key-date-row [703,128,937,146]
key-date-day: 1 ಜನವರಿ [703,93,775,111]
key-date-event: ಪೊಂಗಲ್ [775,322,937,340]
key-date-row [703,234,937,252]
key-date-day: 24 ಜನವರಿ [703,357,775,375]
key-date-day: 25 ಜನವರಿ [703,392,775,410]
key-date-day: 1 ಜನವರಿ [703,111,775,129]
